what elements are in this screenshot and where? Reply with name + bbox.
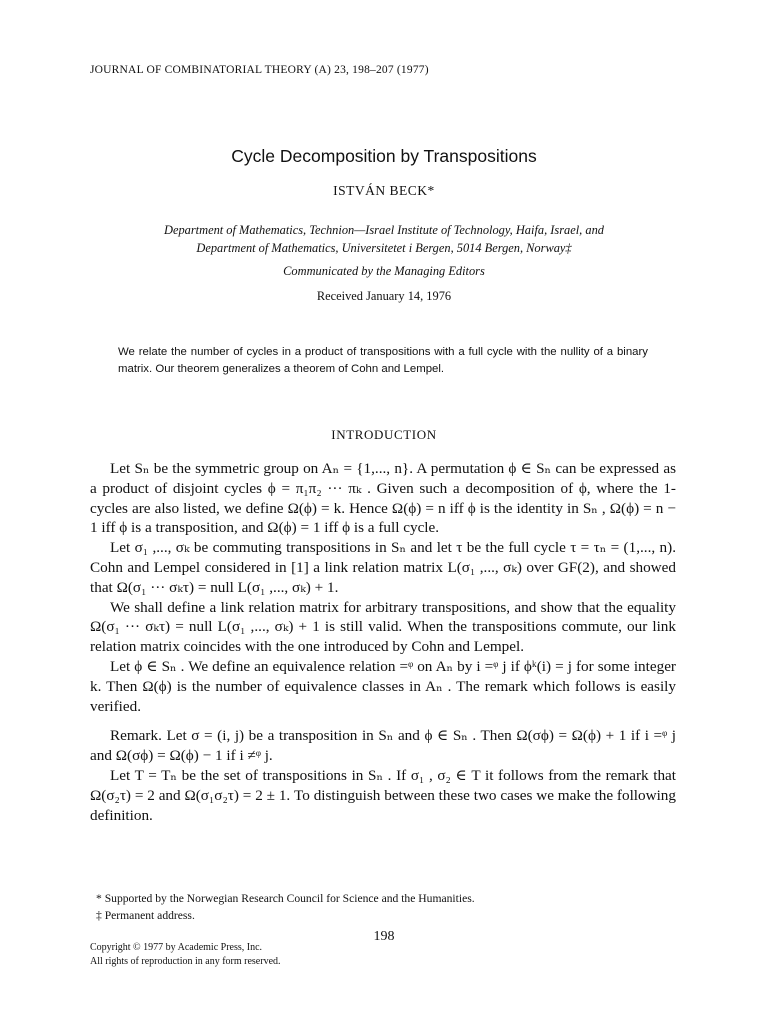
section-heading: INTRODUCTION [331,427,437,442]
author-name: ISTVÁN BECK* [333,183,435,198]
paragraph: We shall define a link relation matrix for arbitrary transpositions, and show that the equality Ω(σ₁ ··· σₖτ) = null L(σ₁ ,..., σₖ) + 1 is still valid. When the transpositions commute, our link relation matrix coincides with the one introduced by Cohn and Lempel. [90,598,676,656]
body-text [90,459,676,825]
journal-header: JOURNAL OF COMBINATORIAL THEORY (A) 23, 198–207 (1977) [90,64,429,76]
footnote: ‡ Permanent address. [96,909,195,922]
paragraph: Let T = Tₙ be the set of transpositions in Sₙ . If σ₁ , σ₂ ∈ T it follows from the remark that Ω(σ₂τ) = 2 and Ω(σ₁σ₂τ) = 2 ± 1. To distinguish between these two cases we make the following definition. [90,766,676,824]
footnotes [90,890,676,924]
footnote: * Supported by the Norwegian Research Council for Science and the Humanities. [96,892,475,905]
copyright-line-2: All rights of reproduction in any form reserved. [90,956,281,967]
remark-paragraph: Remark. Let σ = (i, j) be a transposition in Sₙ and ϕ ∈ Sₙ . Then Ω(σϕ) = Ω(ϕ) + 1 if i =ᵠ j and Ω(σϕ) = Ω(ϕ) − 1 if i ≠ᵠ j. [90,727,676,765]
abstract: We relate the number of cycles in a product of transpositions with a full cycle with the nullity of a binary matrix. Our theorem generalizes a theorem of Cohn and Lempel. [118,346,648,375]
affiliation-line-1: Department of Mathematics, Technion—Israel Institute of Technology, Haifa, Israel, and [164,223,604,237]
copyright-notice [90,941,281,969]
affiliation-line-2: Department of Mathematics, Universitetet i Bergen, 5014 Bergen, Norway‡ [196,241,572,255]
paragraph: Let Sₙ be the symmetric group on Aₙ = {1,..., n}. A permutation ϕ ∈ Sₙ can be expressed as a product of disjoint cycles ϕ = π₁π₂ ··· πₖ . Given such a decomposition of ϕ, where the 1-cycles are also listed, we define Ω(ϕ) = k. Hence Ω(ϕ) = n iff ϕ is the identity in Sₙ , Ω(ϕ) = n − 1 iff ϕ is a transposition, and Ω(ϕ) = 1 iff ϕ is a full cycle. [90,460,676,537]
page-number: 198 [373,929,395,944]
paragraph: Let ϕ ∈ Sₙ . We define an equivalence relation =ᵠ on Aₙ by i =ᵠ j if ϕᵏ(i) = j for some integer k. Then Ω(ϕ) is the number of equivalence classes in Aₙ . The remark which follows is easily verified. [90,657,676,715]
communicated-by: Communicated by the Managing Editors [283,264,485,278]
paper-title: Cycle Decomposition by Transpositions [231,146,537,166]
received-date: Received January 14, 1976 [316,289,452,303]
copyright-line-1: Copyright © 1977 by Academic Press, Inc. [90,942,263,953]
affiliation [70,221,698,257]
paragraph: Let σ₁ ,..., σₖ be commuting transpositions in Sₙ and let τ be the full cycle τ = τₙ = (1,..., n). Cohn and Lempel considered in [1] a link relation matrix L(σ₁ ,..., σₖ) over GF(2), and showed that Ω(σ₁ ··· σₖτ) = null L(σ₁ ,..., σₖ) + 1. [90,539,676,596]
